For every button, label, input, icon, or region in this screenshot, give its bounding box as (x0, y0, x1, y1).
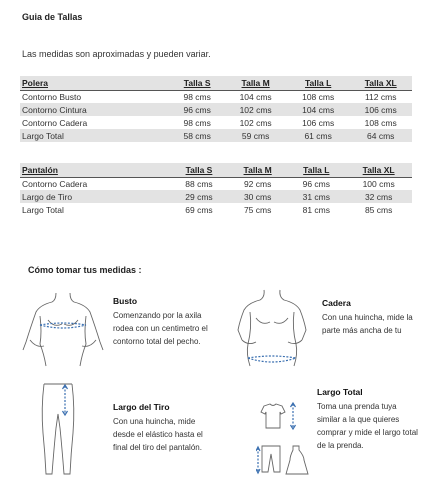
cell-l: 108 cms (302, 91, 335, 102)
row-label: Contorno Cadera (22, 178, 88, 189)
guide-line: desde el elástico hasta el (113, 430, 203, 439)
guide-largo-title: Largo Total (317, 387, 363, 397)
cell-s: 69 cms (185, 204, 213, 215)
cell-m: 102 cms (239, 117, 272, 128)
page-title: Guia de Tallas (22, 12, 83, 22)
guide-tiro-title: Largo del Tiro (113, 402, 170, 412)
pants-rise-icon (38, 378, 83, 478)
table-row (20, 103, 412, 116)
guide-line: comprar y mide el largo total (317, 428, 418, 437)
table-row (20, 90, 412, 103)
guide-tiro (113, 401, 223, 454)
guide-line: contorno total del pecho. (113, 337, 201, 346)
cell-s: 98 cms (183, 91, 211, 102)
table-row (20, 177, 412, 190)
row-label: Contorno Cadera (22, 117, 88, 128)
polera-header-m: Talla M (224, 76, 287, 90)
polera-header-l: Talla L (287, 76, 350, 90)
guide-line: similar a la que quieres (317, 415, 400, 424)
row-label: Largo de Tiro (20, 190, 170, 203)
guide-line: de la prenda. (317, 441, 364, 450)
cell-s: 29 cms (170, 190, 228, 203)
cell-m: 102 cms (224, 103, 287, 116)
guide-cadera (322, 297, 437, 337)
row-label: Largo Total (22, 204, 64, 215)
cell-s: 96 cms (170, 103, 224, 116)
pantalon-header-l: Talla L (287, 163, 345, 177)
intro-text: Las medidas son aproximadas y pueden variar. (22, 49, 211, 59)
pantalon-header-label: Pantalón (20, 163, 170, 177)
cell-s: 98 cms (183, 117, 211, 128)
cell-m: 30 cms (228, 190, 287, 203)
pantalon-header-row (20, 163, 412, 177)
cell-xl: 106 cms (349, 103, 412, 116)
table-row (20, 116, 412, 129)
guide-line: final del tiro del pantalón. (113, 443, 202, 452)
guide-line: Con una huincha, mide la (322, 313, 413, 322)
polera-size-table (20, 76, 412, 142)
cell-xl: 112 cms (364, 91, 397, 102)
cell-l: 106 cms (302, 117, 335, 128)
pantalon-size-table (20, 163, 412, 216)
guide-line: Comenzando por la axila (113, 311, 202, 320)
torso-hips-icon (228, 288, 316, 373)
polera-header-label: Polera (20, 76, 170, 90)
cell-m: 75 cms (243, 204, 272, 215)
cell-l: 81 cms (302, 204, 331, 215)
cell-xl: 108 cms (364, 117, 397, 128)
cell-l: 96 cms (302, 178, 331, 189)
cell-l: 31 cms (287, 190, 345, 203)
polera-header-s: Talla S (170, 76, 224, 90)
table-row (20, 129, 412, 142)
garments-length-icon (256, 400, 311, 480)
howto-title: Cómo tomar tus medidas : (28, 265, 142, 275)
guide-line: Toma una prenda tuya (317, 402, 397, 411)
guide-largo (317, 386, 437, 452)
row-label: Contorno Busto (22, 91, 82, 102)
pantalon-header-xl: Talla XL (345, 163, 412, 177)
row-label: Contorno Cintura (20, 103, 170, 116)
guide-line: parte más ancha de tu (322, 326, 402, 335)
cell-l: 104 cms (287, 103, 350, 116)
cell-l: 61 cms (287, 129, 350, 142)
cell-xl: 100 cms (362, 178, 395, 189)
pantalon-header-s: Talla S (170, 163, 228, 177)
cell-xl: 32 cms (345, 190, 412, 203)
cell-m: 104 cms (239, 91, 272, 102)
polera-header-xl: Talla XL (349, 76, 412, 90)
guide-cadera-title: Cadera (322, 298, 351, 308)
table-row (20, 203, 412, 216)
guide-busto-title: Busto (113, 296, 138, 306)
guide-line: Con una huincha, mide (113, 417, 196, 426)
torso-bust-icon (18, 288, 108, 368)
cell-xl: 85 cms (364, 204, 393, 215)
cell-m: 92 cms (243, 178, 272, 189)
row-label: Largo Total (20, 129, 170, 142)
cell-s: 58 cms (170, 129, 224, 142)
cell-xl: 64 cms (349, 129, 412, 142)
polera-header-row (20, 76, 412, 90)
guide-line: rodea con un centimetro el (113, 324, 208, 333)
cell-s: 88 cms (185, 178, 213, 189)
guide-busto (113, 295, 228, 348)
cell-m: 59 cms (224, 129, 287, 142)
table-row (20, 190, 412, 203)
pantalon-header-m: Talla M (228, 163, 287, 177)
